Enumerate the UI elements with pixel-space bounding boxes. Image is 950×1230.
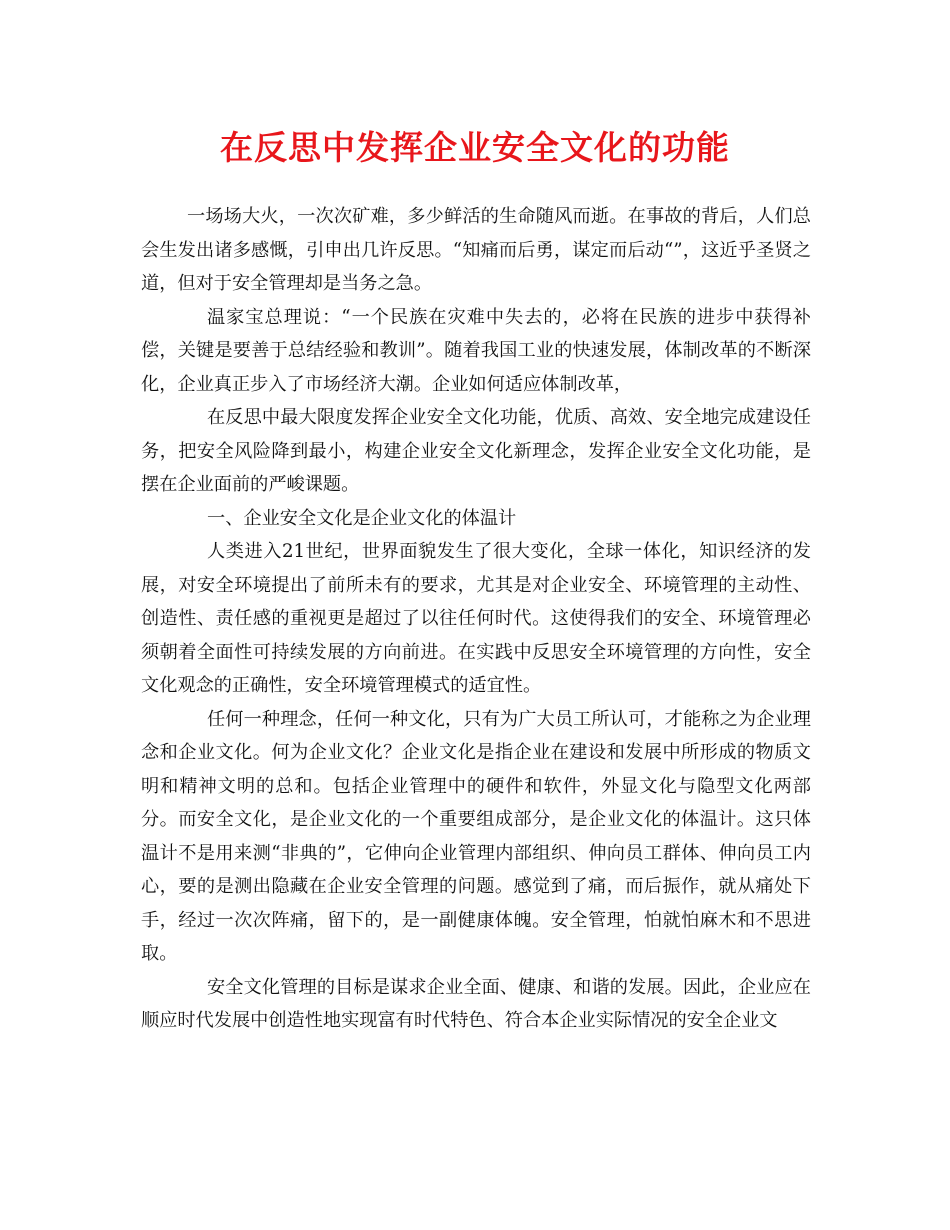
paragraph: 任何一种理念，任何一种文化，只有为广大员工所认可，才能称之为企业理念和企业文化。何为企业文化？企业文化是指企业在建设和发展中所形成的物质文明和精神文明的总和。包括企业管理中的硬件和软件，外显文化与隐型文化两部分。而安全文化，是企业文化的一个重要组成部分，是企业文化的体温计。这只体温计不是用来测“非典的”，它伸向企业管理内部组织、伸向员工群体、伸向员工内心，要的是测出隐藏在企业安全管理的问题。感觉到了痛，而后振作，就从痛处下手，经过一次次阵痛，留下的，是一副健康体魄。安全管理，怕就怕麻木和不思进取。	[141, 708, 811, 964]
paragraph: 在反思中最大限度发挥企业安全文化功能，优质、高效、安全地完成建设任务，把安全风险降到最小，构建企业安全文化新理念，发挥企业安全文化功能，是摆在企业面前的严峻课题。	[141, 407, 811, 495]
paragraph: 温家宝总理说：“一个民族在灾难中失去的，必将在民族的进步中获得补偿，关键是要善于总结经验和教训”。随着我国工业的快速发展，体制改革的不断深化，企业真正步入了市场经济大潮。企业如何适应体制改革，	[141, 306, 811, 395]
section-heading: 一、企业安全文化是企业文化的体温计	[207, 507, 517, 529]
document-body	[141, 200, 811, 1038]
paragraph: 安全文化管理的目标是谋求企业全面、健康、和谐的发展。因此，企业应在顺应时代发展中创造性地实现富有时代特色、符合本企业实际情况的安全企业文	[141, 976, 811, 1031]
paragraph: 人类进入21世纪，世界面貌发生了很大变化，全球一体化，知识经济的发展，对安全环境提出了前所未有的要求，尤其是对企业安全、环境管理的主动性、创造性、责任感的重视更是超过了以往任何时代。这使得我们的安全、环境管理必须朝着全面性可持续发展的方向前进。在实践中反思安全环境管理的方向性，安全文化观念的正确性，安全环境管理模式的适宜性。	[141, 541, 811, 696]
document-title: 在反思中发挥企业安全文化的功能	[220, 128, 730, 167]
paragraph: 一场场大火，一次次矿难，多少鲜活的生命随风而逝。在事故的背后，人们总会生发出诸多感慨，引申出几许反思。“知痛而后勇，谋定而后动“”，这近乎圣贤之道，但对于安全管理却是当务之急。	[141, 206, 811, 294]
